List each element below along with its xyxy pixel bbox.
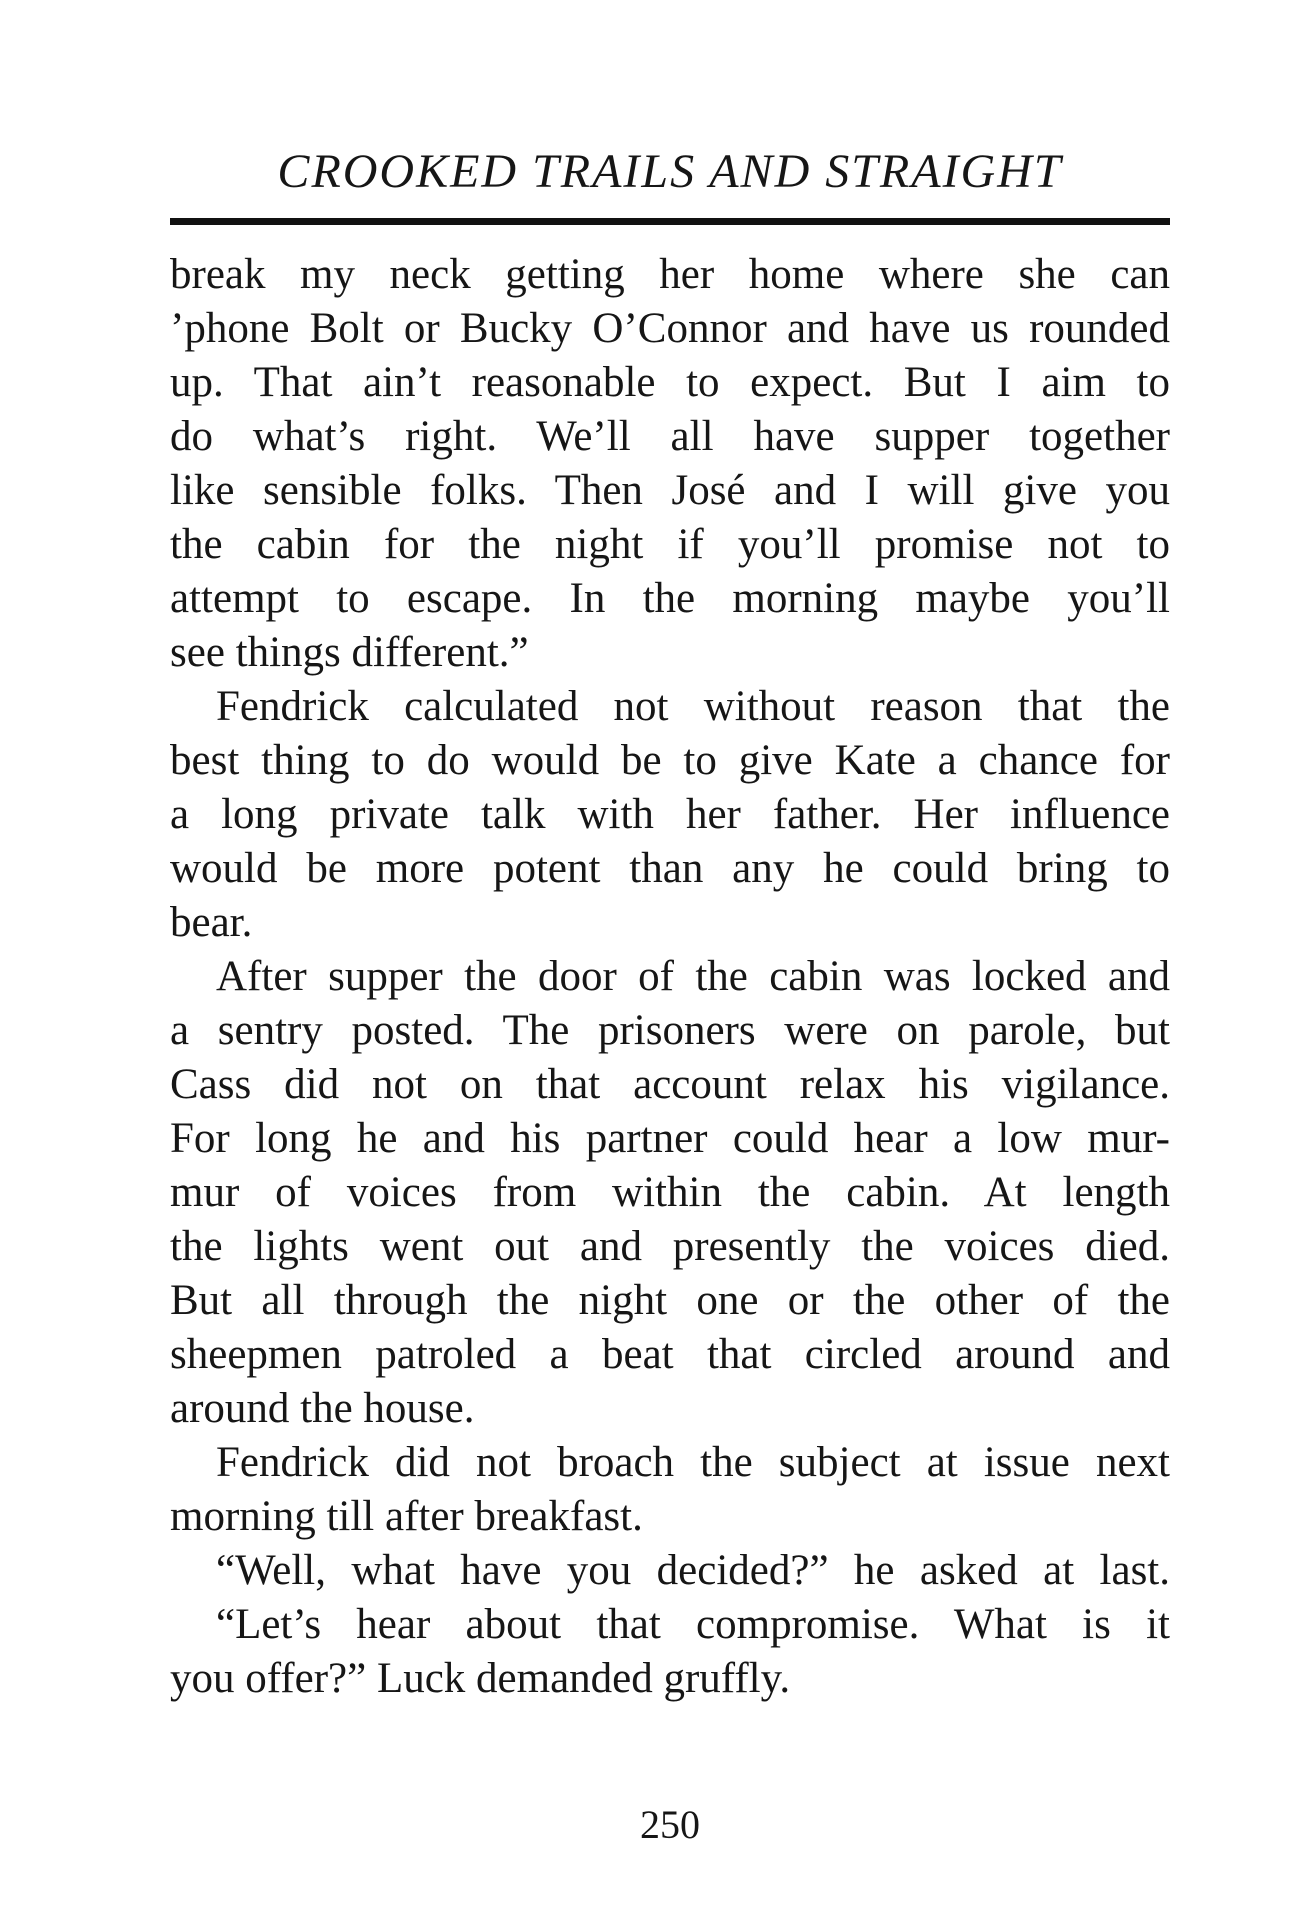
text-line: But all through the night one or the other of the <box>170 1277 1170 1324</box>
text-line: the cabin for the night if you’ll promise not to <box>170 521 1170 568</box>
text-line: up. That ain’t reasonable to expect. But I aim to <box>170 359 1170 406</box>
text-line: “Well, what have you decided?” he asked at last. <box>216 1547 1170 1594</box>
text-line: “Let’s hear about that compromise. What is it <box>216 1601 1170 1648</box>
text-line: do what’s right. We’ll all have supper together <box>170 413 1170 460</box>
text-line: mur of voices from within the cabin. At length <box>170 1169 1170 1216</box>
text-line: would be more potent than any he could bring to <box>170 845 1170 892</box>
text-line: around the house. <box>170 1385 475 1432</box>
text-line: bear. <box>170 899 253 946</box>
text-line: attempt to escape. In the morning maybe you’ll <box>170 575 1170 622</box>
text-line: sheepmen patroled a beat that circled around and <box>170 1331 1170 1378</box>
page-number: 250 <box>640 1802 700 1847</box>
text-line: ’phone Bolt or Bucky O’Connor and have us rounded <box>170 305 1170 352</box>
header-rule <box>170 218 1170 225</box>
text-line: Fendrick did not broach the subject at issue next <box>216 1439 1170 1486</box>
text-line: the lights went out and presently the voices died. <box>170 1223 1170 1270</box>
text-line: see things different.” <box>170 629 529 676</box>
text-line: a sentry posted. The prisoners were on parole, but <box>170 1007 1170 1054</box>
text-line: best thing to do would be to give Kate a chance for <box>170 737 1170 784</box>
text-line: Fendrick calculated not without reason that the <box>216 683 1170 730</box>
text-line: like sensible folks. Then José and I will give you <box>170 467 1170 514</box>
running-head: CROOKED TRAILS AND STRAIGHT <box>277 145 1063 198</box>
text-line: morning till after breakfast. <box>170 1493 643 1540</box>
body-text <box>170 248 1170 1706</box>
text-line: Cass did not on that account relax his vigilance. <box>170 1061 1170 1108</box>
text-line: After supper the door of the cabin was locked and <box>216 953 1170 1000</box>
text-line: For long he and his partner could hear a low mur- <box>170 1115 1170 1162</box>
text-line: you offer?” Luck demanded gruffly. <box>170 1655 791 1702</box>
text-line: a long private talk with her father. Her influence <box>170 791 1170 838</box>
text-line: break my neck getting her home where she can <box>170 251 1170 298</box>
